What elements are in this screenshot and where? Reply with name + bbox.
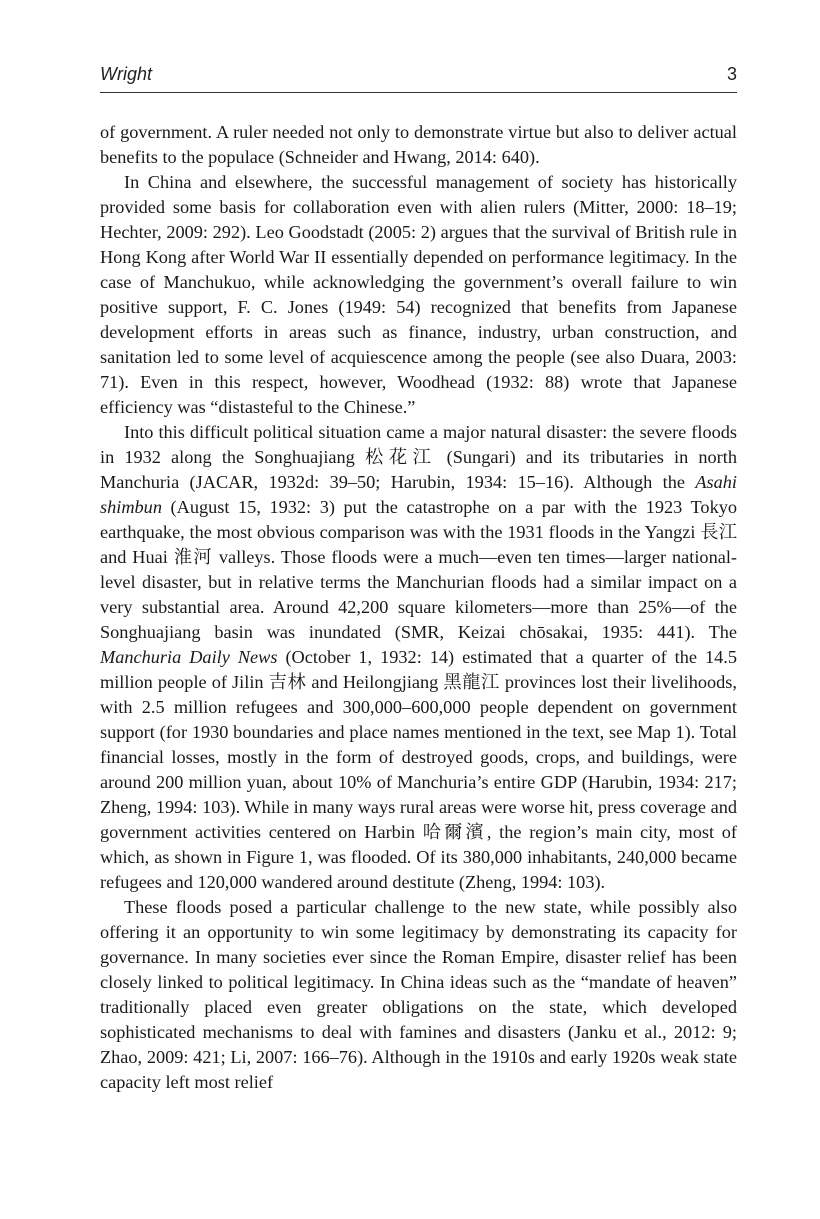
text-run: These floods posed a particular challenge to the new state, while possibly also offering it an opportunity to win some legitimacy by demonstrating its capacity for governance. In many societies ever since the Roman Empire, disaster relief has been closely linked to political legitimacy. In China ideas such as the “mandate of heaven” traditionally placed even greater obligations on the state, which developed sophisticated mechanisms to deal with famines and disasters (Janku et al., 2012: 9; Zhao, 2009: 421; Li, 2007: 166–76). Although in the 1910s and early 1920s weak state capacity left most relief bbox=[100, 897, 737, 1092]
paragraph bbox=[100, 120, 737, 170]
italic-title: Asahi shimbun bbox=[100, 472, 737, 517]
text-run: (October 1, 1932: 14) estimated that a quarter of the 14.5 million people of Jilin 吉林 and Heilongjiang 黑龍江 provinces lost their livelihoods, with 2.5 million refugees and 300,000–600,000 people dependent on government support (for 1930 boundaries and place names mentioned in the text, see Map 1). Total financial losses, mostly in the form of destroyed goods, crops, and buildings, were around 200 million yuan, about 10% of Manchuria’s entire GDP (Harubin, 1934: 217; Zheng, 1994: 103). While in many ways rural areas were worse hit, press coverage and government activities centered on Harbin 哈爾濱, the region’s main city, most of which, as shown in Figure 1, was flooded. Of its 380,000 inhabitants, 240,000 became refugees and 120,000 wandered around destitute (Zheng, 1994: 103). bbox=[100, 647, 737, 892]
paragraph bbox=[100, 420, 737, 895]
text-run: of government. A ruler needed not only to demonstrate virtue but also to deliver actual benefits to the populace (Schneider and Hwang, 2014: 640). bbox=[100, 122, 737, 167]
italic-title: Manchuria Daily News bbox=[100, 647, 278, 667]
body-text bbox=[100, 120, 737, 1095]
running-head-author: Wright bbox=[100, 64, 153, 84]
paragraph bbox=[100, 170, 737, 420]
paragraph bbox=[100, 895, 737, 1095]
text-run: In China and elsewhere, the successful management of society has historically provided some basis for collaboration even with alien rulers (Mitter, 2000: 18–19; Hechter, 2009: 292). Leo Goodstadt (2005: 2) argues that the survival of British rule in Hong Kong after World War II essentially depended on performance legitimacy. In the case of Manchukuo, while acknowledging the government’s overall failure to win positive support, F. C. Jones (1949: 54) recognized that benefits from Japanese development efforts in areas such as finance, industry, urban construction, and sanitation led to some level of acquiescence among the people (see also Duara, 2003: 71). Even in this respect, however, Woodhead (1932: 88) wrote that Japanese efficiency was “distasteful to the Chinese.” bbox=[100, 172, 737, 417]
running-header bbox=[100, 64, 737, 93]
page-number: 3 bbox=[726, 64, 737, 84]
text-run: Into this difficult political situation came a major natural disaster: the severe floods in 1932 along the Songhuajiang 松花江 (Sungari) and its tributaries in north Manchuria (JACAR, 1932d: 39–50; Harubin, 1934: 15–16). Although the bbox=[100, 422, 737, 492]
text-run: (August 15, 1932: 3) put the catastrophe on a par with the 1923 Tokyo earthquake, the most obvious comparison was with the 1931 floods in the Yangzi 長江 and Huai 淮河 valleys. Those floods were a much—even ten times—larger national-level disaster, but in relative terms the Manchurian floods had a similar impact on a very substantial area. Around 42,200 square kilometers—more than 25%—of the Songhuajiang basin was inundated (SMR, Keizai chōsakai, 1935: 441). The bbox=[100, 497, 737, 642]
